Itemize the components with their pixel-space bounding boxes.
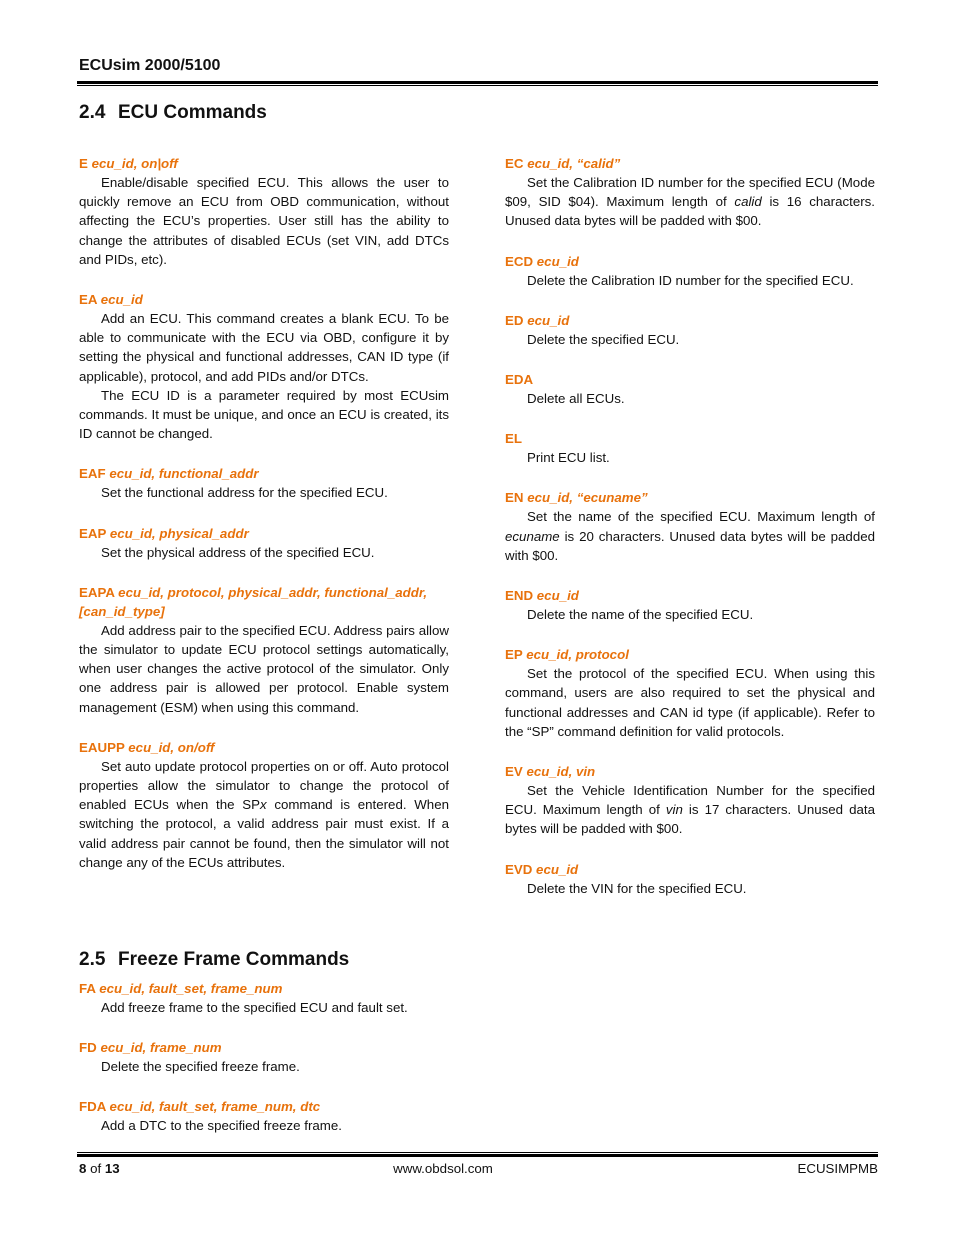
command-args: ecu_id — [536, 253, 579, 269]
command-entry — [79, 1038, 449, 1076]
command-entry — [79, 1097, 449, 1135]
command-args: ecu_id, protocol — [526, 647, 629, 663]
command-name: END — [505, 588, 534, 604]
command-name: EL — [505, 431, 522, 447]
command-syntax — [505, 645, 875, 664]
command-args: ecu_id — [527, 312, 570, 328]
footer-rule-thick — [77, 1154, 878, 1157]
command-name: EC — [505, 156, 524, 171]
command-description — [79, 757, 449, 872]
header-title: ECUsim 2000/5100 — [79, 57, 221, 74]
command-name: EP — [505, 647, 523, 663]
command-name: FDA — [79, 1099, 106, 1115]
command-description — [505, 330, 875, 349]
command-name: EA — [79, 292, 97, 308]
command-entry — [505, 311, 875, 349]
footer-doc-id: ECUSIMPMB — [797, 1161, 878, 1176]
command-syntax — [79, 979, 449, 998]
description-paragraph: Print ECU list. — [527, 450, 610, 466]
command-syntax — [505, 154, 875, 173]
command-syntax — [79, 464, 449, 483]
command-name: EAUPP — [79, 739, 125, 755]
command-entry — [505, 645, 875, 741]
section-heading-ecu-commands — [79, 102, 267, 124]
command-description — [79, 543, 449, 562]
command-args: ecu_id, protocol, physical_addr, functional_addr, [can_id_type] — [79, 584, 428, 619]
command-entry — [79, 524, 449, 562]
section-number: 2.4 — [79, 102, 106, 123]
command-args: ecu_id, vin — [526, 764, 596, 780]
command-description — [505, 173, 875, 231]
command-name: EAF — [79, 466, 106, 482]
command-entry — [79, 583, 449, 717]
command-args: ecu_id, fault_set, frame_num, dtc — [109, 1099, 321, 1115]
command-syntax — [505, 762, 875, 781]
command-syntax — [505, 252, 875, 271]
ecu-commands-left-column — [79, 154, 449, 893]
command-description — [79, 1057, 449, 1076]
command-description — [505, 271, 875, 290]
command-entry — [505, 429, 875, 467]
freeze-frame-commands-column — [79, 979, 449, 1157]
section-number: 2.5 — [79, 949, 106, 970]
section-heading-freeze-frame-commands — [79, 949, 349, 971]
command-syntax — [505, 370, 875, 389]
command-name: ECD — [505, 253, 534, 269]
command-name: EVD — [505, 861, 533, 877]
command-description — [79, 621, 449, 717]
footer-rule-thin — [77, 1152, 878, 1153]
ecu-commands-right-column — [505, 154, 875, 919]
description-paragraph: Set the protocol of the specified ECU. When using this command, users are also required to set the physical and functional addresses and CAN id type (if applicable). Refer to the “SP” command definition for valid protocols. — [505, 666, 875, 739]
description-paragraph: Delete the specified ECU. — [527, 331, 680, 347]
command-entry — [505, 860, 875, 898]
description-paragraph: Add a DTC to the specified freeze frame. — [101, 1118, 342, 1134]
description-paragraph: Enable/disable specified ECU. This allows the user to quickly remove an ECU from OBD communication, without affecting the ECU’s properties. User still has the ability to change the attributes of disabled ECUs (set VIN, add DTCs and PIDs, etc). — [79, 175, 449, 267]
command-name: FA — [79, 981, 96, 996]
command-description — [505, 389, 875, 408]
page-current: 8 — [79, 1161, 87, 1176]
command-args: ecu_id, frame_num — [100, 1040, 222, 1056]
description-paragraph: Delete all ECUs. — [527, 391, 625, 407]
description-paragraph: Delete the name of the specified ECU. — [527, 607, 754, 623]
command-syntax — [79, 1097, 449, 1116]
description-paragraph: Set the functional address for the specified ECU. — [101, 485, 388, 501]
command-syntax — [505, 311, 875, 330]
command-args: ecu_id, “calid” — [527, 156, 621, 171]
command-syntax — [79, 290, 449, 309]
command-syntax — [79, 583, 449, 621]
command-args: ecu_id, physical_addr — [109, 525, 249, 541]
command-description — [79, 483, 449, 502]
command-description — [505, 448, 875, 467]
command-syntax — [505, 429, 875, 448]
command-description — [505, 507, 875, 565]
command-args: ecu_id — [536, 861, 579, 877]
command-entry — [79, 464, 449, 502]
command-entry — [79, 738, 449, 872]
description-paragraph: Delete the Calibration ID number for the specified ECU. — [527, 272, 854, 288]
command-description — [79, 173, 449, 269]
description-paragraph: Set auto update protocol properties on or off. Auto protocol properties allow the simulator to change the protocol of enabled ECUs when the SPx command is entered. When switching the protocol, a valid address pair must exist. If a valid address pair cannot be found, then the simulator will not change any of the ECUs attributes. — [79, 758, 449, 870]
command-args: ecu_id, functional_addr — [109, 466, 259, 482]
header-rule-thick — [77, 81, 878, 84]
command-args: ecu_id — [100, 292, 143, 308]
command-entry — [79, 979, 449, 1017]
section-title: Freeze Frame Commands — [118, 949, 350, 970]
description-paragraph: The ECU ID is a parameter required by most ECUsim commands. It must be unique, and once an ECU is created, its ID cannot be changed. — [79, 387, 449, 442]
command-syntax — [505, 488, 875, 507]
command-syntax — [79, 1038, 449, 1057]
description-paragraph: Delete the VIN for the specified ECU. — [527, 880, 747, 896]
command-entry — [79, 290, 449, 443]
description-paragraph: Add an ECU. This command creates a blank ECU. To be able to communicate with the ECU via OBD, configure it by setting the physical and functional addresses, CAN ID type (if applicable), protocol, and add PIDs and/or DTCs. — [79, 311, 449, 384]
command-entry — [505, 586, 875, 624]
command-syntax — [79, 154, 449, 173]
command-args: ecu_id, fault_set, frame_num — [99, 981, 283, 996]
header-rule-thin — [77, 85, 878, 86]
command-args: ecu_id, “ecuname” — [527, 490, 648, 506]
description-paragraph: Delete the specified freeze frame. — [101, 1059, 300, 1075]
command-name: ED — [505, 312, 524, 328]
description-paragraph: Set the physical address of the specified ECU. — [101, 544, 375, 560]
command-description — [505, 879, 875, 898]
command-name: E — [79, 156, 88, 171]
command-description — [79, 1116, 449, 1135]
command-syntax — [505, 860, 875, 879]
command-description — [79, 998, 449, 1017]
command-description — [505, 605, 875, 624]
command-entry — [79, 154, 449, 269]
page-of: of — [90, 1161, 102, 1176]
description-paragraph: Add freeze frame to the specified ECU and fault set. — [101, 1000, 408, 1015]
command-name: EN — [505, 490, 524, 506]
section-title: ECU Commands — [118, 102, 267, 123]
command-args: ecu_id — [536, 588, 579, 604]
command-name: EV — [505, 764, 523, 780]
command-entry — [505, 370, 875, 408]
command-name: EDA — [505, 372, 534, 388]
command-entry — [505, 762, 875, 839]
description-paragraph: Set the Vehicle Identification Number for the specified ECU. Maximum length of vin is 17 characters. Unused data bytes will be padded with $00. — [505, 783, 875, 837]
command-description — [79, 309, 449, 443]
command-entry — [505, 252, 875, 290]
description-paragraph: Set the Calibration ID number for the specified ECU (Mode $09, SID $04). Maximum length of calid is 16 characters. Unused data bytes will be padded with $00. — [505, 175, 876, 229]
command-entry — [505, 488, 875, 565]
description-paragraph: Set the name of the specified ECU. Maximum length of ecuname is 20 characters. Unused data bytes will be padded with $00. — [505, 509, 875, 563]
command-name: EAPA — [79, 584, 115, 600]
command-args: ecu_id, on/off — [128, 739, 215, 755]
footer-url: www.obdsol.com — [393, 1161, 493, 1176]
command-description — [505, 781, 875, 839]
command-description — [505, 664, 875, 741]
page-total: 13 — [104, 1161, 120, 1176]
command-name: FD — [79, 1040, 97, 1056]
command-entry — [505, 154, 875, 231]
command-syntax — [79, 524, 449, 543]
description-paragraph: Add address pair to the specified ECU. Address pairs allow the simulator to update ECU protocol settings automatically, when user changes the active protocol of the simulator. Only one address pair is allowed per protocol. Enable system management (ESM) when using this command. — [79, 622, 449, 715]
command-syntax — [505, 586, 875, 605]
command-name: EAP — [79, 525, 107, 541]
command-args: ecu_id, on|off — [91, 156, 178, 171]
command-syntax — [79, 738, 449, 757]
